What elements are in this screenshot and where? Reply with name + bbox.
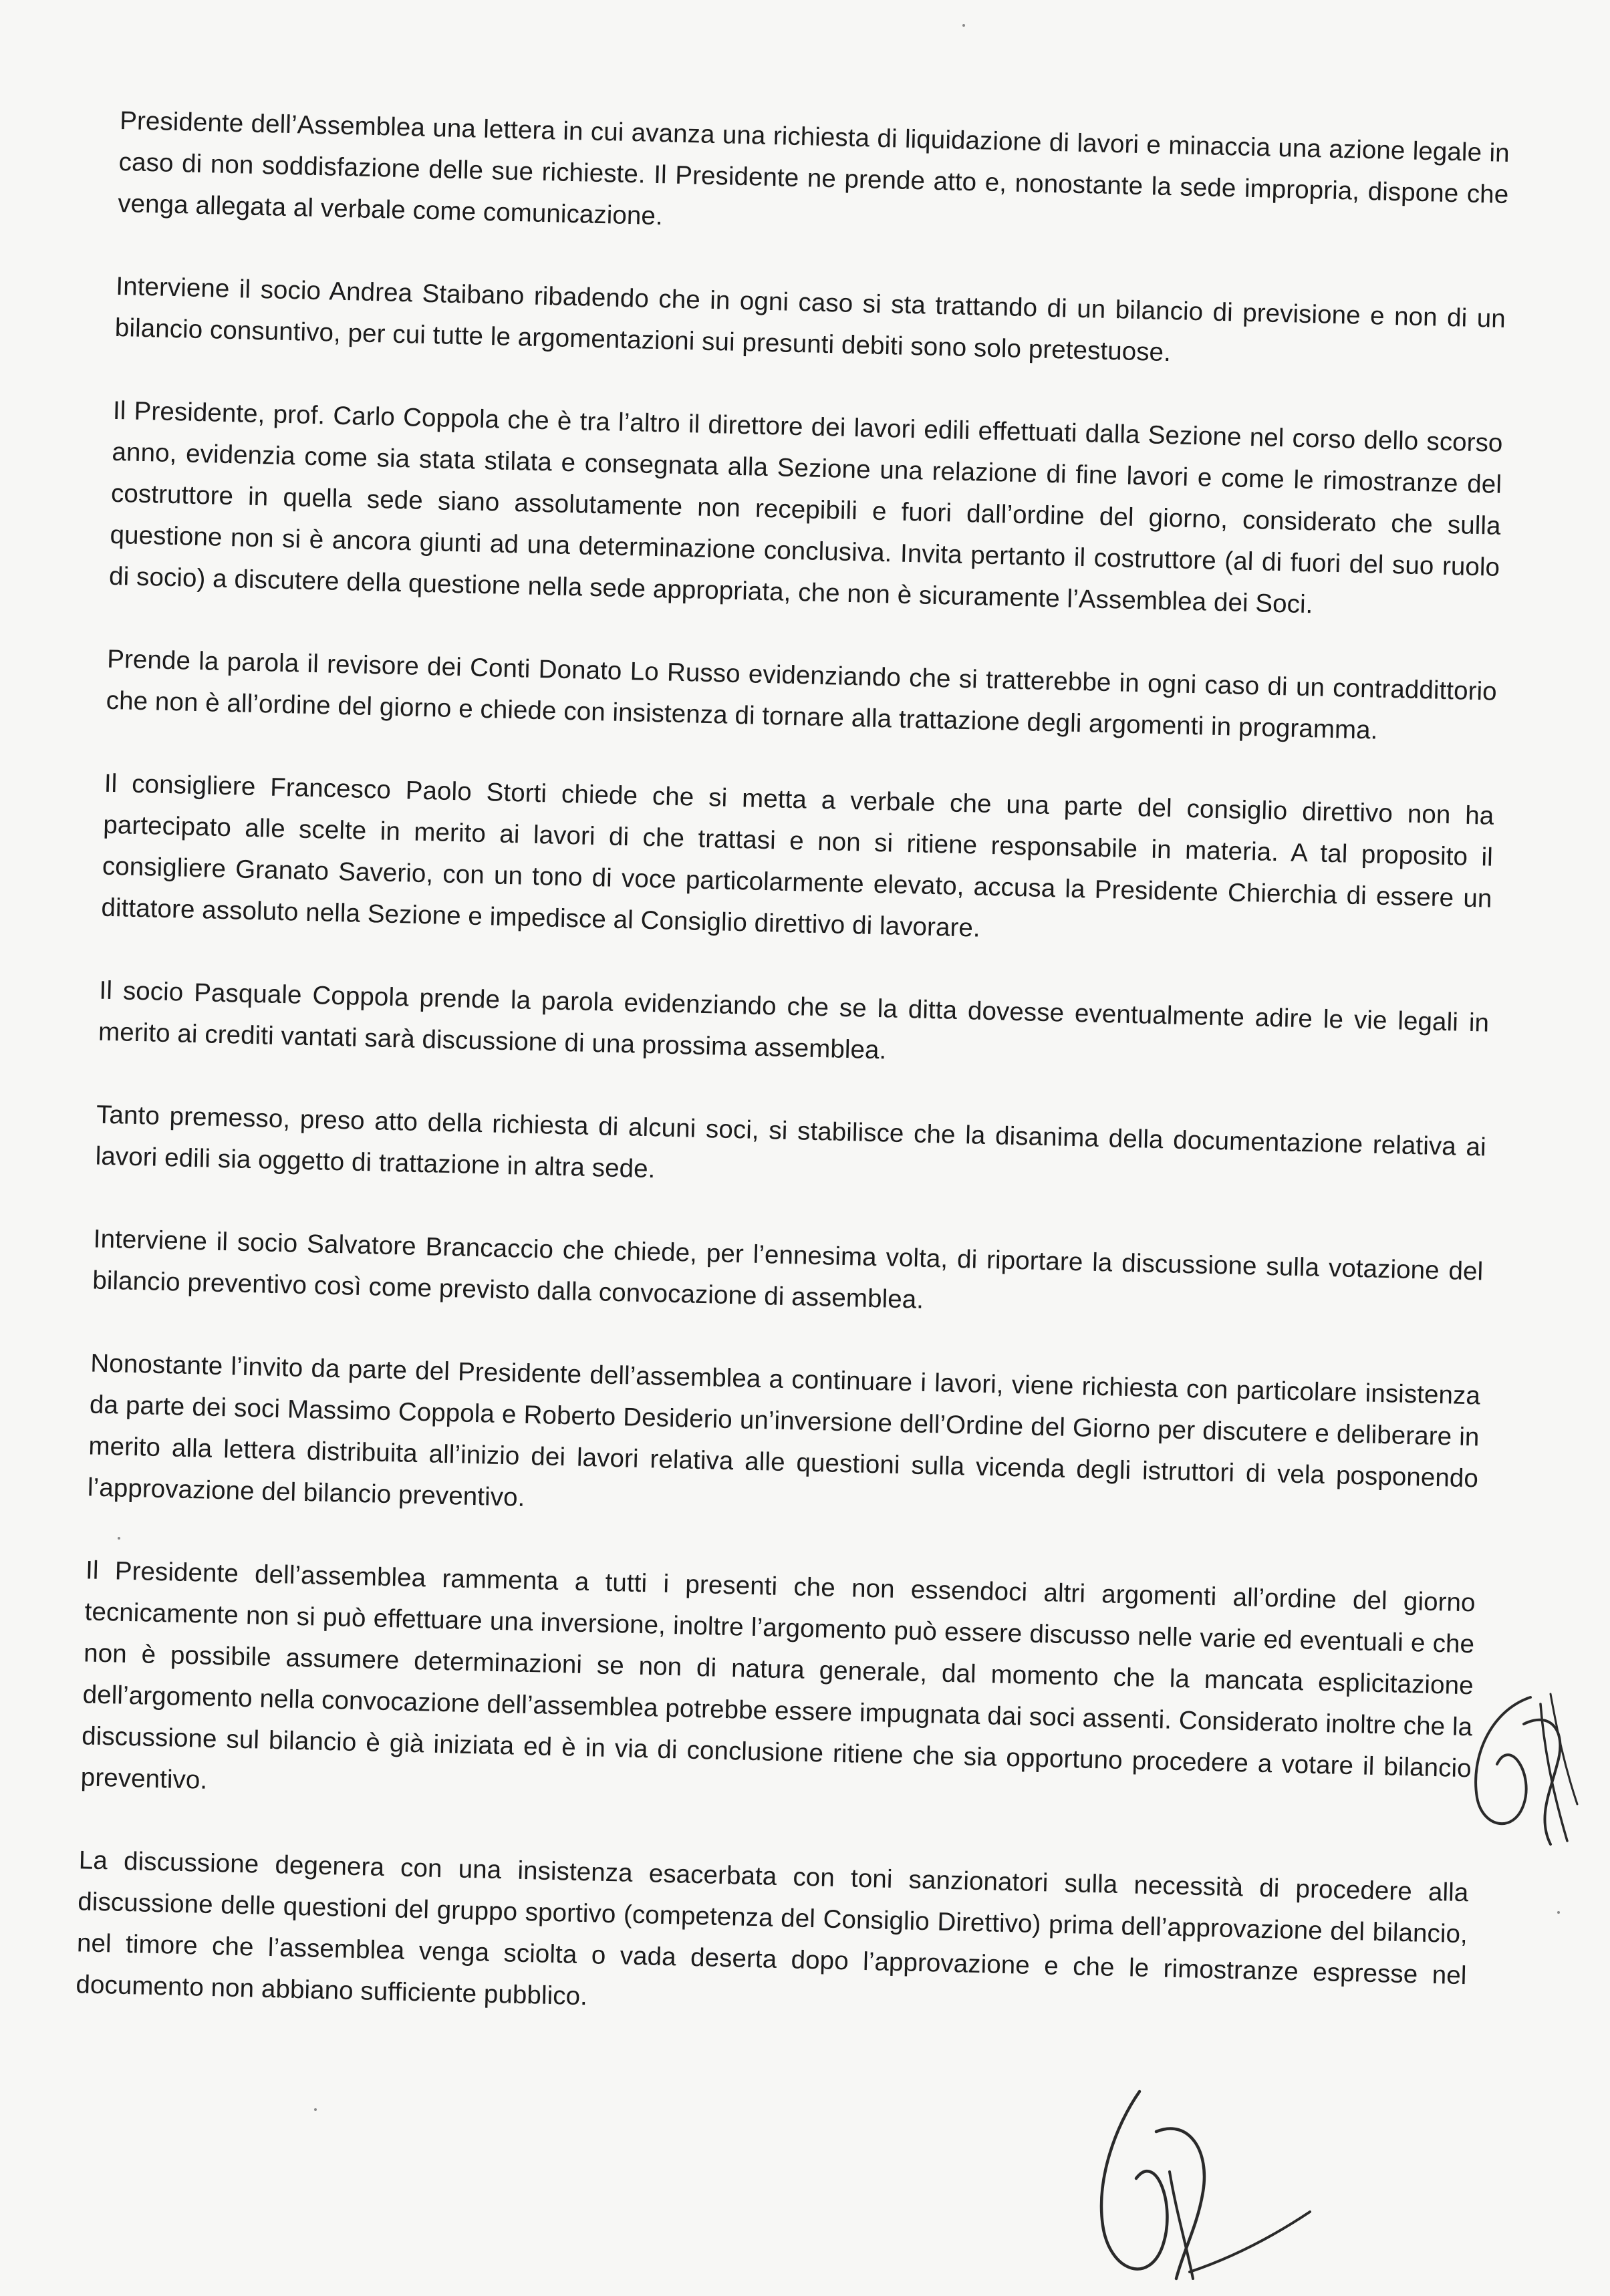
paragraph: Il Presidente dell’assemblea rammenta a tutti i presenti che non essendoci altri argomenti all’ordine del giorno tecnicamente non si può effettuare una inversione, inoltre l’argomento può essere discusso nelle varie ed eventuali e che non è possibile assumere determinazioni se non di natura generale, dal momento che la mancata esplicitazione dell’argomento nella convocazione dell’assemblea potrebbe essere impugnata dai soci assenti. Considerato inoltre che la discussione sul bilancio è già iniziata ed è in via di conclusione ritiene che sia opportuno procedere a votare il bilancio preventivo. (80, 1556, 1476, 1795)
bottom-signature (1076, 2078, 1317, 2292)
scan-speck (1557, 1911, 1560, 1914)
paragraph: Il socio Pasquale Coppola prende la parola evidenziando che se la ditta dovesse eventualmente adire le vie legali in merito ai crediti vantati sarà discussione di una prossima assemblea. (98, 976, 1490, 1065)
paragraph: Nonostante l’invito da parte del Presidente dell’assemblea a continuare i lavori, viene richiesta con particolare insistenza da parte dei soci Massimo Coppola e Roberto Desiderio un’inversione dell’Ordine del Giorno per discutere e deliberare in merito alla lettera distribuita all’inizio dei lavori relativa alle questioni sulla vicenda degli istruttori di vela posponendo l’approvazione del bilancio preventivo. (87, 1348, 1481, 1512)
paragraph: La discussione degenera con una insistenza esacerbata con toni sanzionatori sulla necessità di procedere alla discussione delle questioni del gruppo sportivo (competenza del Consiglio Direttivo) prima dell’approvazione del bilancio, nel timore che l’assemblea venga sciolta o vada deserta dopo l’approvazione e che le rimostranze espresse nel documento non abbiano sufficiente pubblico. (76, 1846, 1469, 2011)
paragraph: Interviene il socio Salvatore Brancaccio che chiede, per l’ennesima volta, di riportare la discussione sulla votazione del bilancio preventivo così come previsto dalla convocazione di assemblea. (92, 1224, 1484, 1314)
scan-speck (314, 2108, 317, 2111)
paragraph: Il Presidente, prof. Carlo Coppola che è tra l’altro il direttore dei lavori edili effettuati dalla Sezione nel corso dello scorso anno, evidenzia come sia stata stilata e consegnata alla Sezione una relazione di fine lavori e come le rimostranze del costruttore in quella sede siano assolutamente non recepibili e fuori dall’ordine del giorno, considerato che sulla questione non si è ancora giunti ad una determinazione conclusiva. Invita pertanto il costruttore (al di fuori del suo ruolo di socio) a discutere della questione nella sede appropriata, che non è sicuramente l’Assemblea dei Soci. (108, 396, 1503, 619)
paragraph: Interviene il socio Andrea Staibano ribadendo che in ogni caso si sta trattando di un bilancio di previsione e non di un bilancio consuntivo, per cui tutte le argomentazioni sui presunti debiti sono solo pretestuose. (114, 271, 1506, 368)
paragraph: Il consigliere Francesco Paolo Storti chiede che si metta a verbale che una parte del consiglio direttivo non ha partecipato alle scelte in merito ai lavori di che trattasi e non si ritiene responsabile in materia. A tal proposito il consigliere Granato Saverio, con un tono di voce particolarmente elevato, accusa la Presidente Chierchia di essere un dittatore assoluto nella Sezione e impedisce al Consiglio direttivo di lavorare. (101, 768, 1494, 943)
paragraph: Prende la parola il revisore dei Conti Donato Lo Russo evidenziando che si tratterebbe in ogni caso di un contraddittorio che non è all’ordine del giorno e chiede con insistenza di tornare alla trattazione degli argomenti in programma. (106, 644, 1498, 745)
paragraph: Tanto premesso, preso atto della richiesta di alcuni soci, si stabilisce che la disanima della documentazione relativa ai lavori edili sia oggetto di trattazione in altra sede. (95, 1100, 1487, 1184)
margin-initials-signature (1450, 1684, 1584, 1858)
scan-speck (962, 24, 965, 27)
document-body (74, 100, 1510, 2079)
paragraph: Presidente dell’Assemblea una lettera in cui avanza una richiesta di liquidazione di lavori e minaccia una azione legale in caso di non soddisfazione delle sue richieste. Il Presidente ne prende atto e, nonostante la sede impropria, dispone che venga allegata al verbale come comunicazione. (117, 106, 1510, 231)
scan-speck (118, 1537, 120, 1540)
